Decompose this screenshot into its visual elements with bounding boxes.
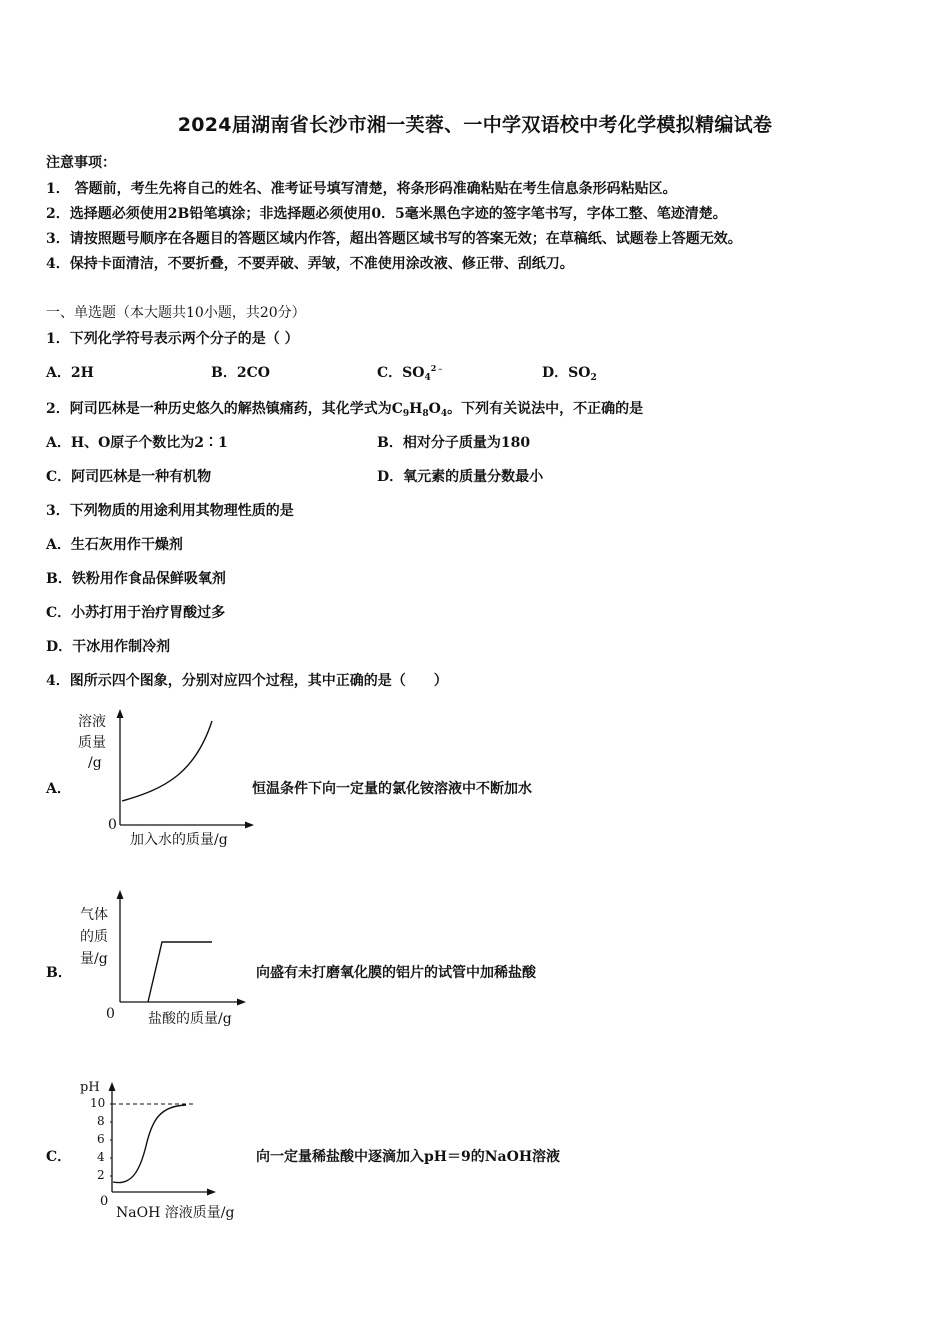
y-axis-arrow [117,890,124,899]
curve-increasing [122,721,212,801]
q3-option-b: B．铁粉用作食品保鲜吸氧剂 [46,571,226,587]
x-axis-arrow [207,1189,216,1196]
q3-option-a: A．生石灰用作干燥剂 [46,537,183,553]
q4-option-b-text: 向盛有未打磨氧化膜的铝片的试管中加稀盐酸 [256,965,536,981]
graph-b-origin: 0 [106,1006,115,1022]
q1-stem: 1．下列化学符号表示两个分子的是（ ） [46,331,299,347]
q4-graph-a [70,705,260,855]
gas-mass-line [148,942,212,1002]
q2-option-b: B．相对分子质量为180 [377,435,531,451]
graph-a-origin: 0 [108,817,117,833]
graph-b-xlabel: 盐酸的质量/g [148,1011,232,1027]
q2-option-d: D．氧元素的质量分数最小 [377,469,544,485]
q3-option-c: C．小苏打用于治疗胃酸过多 [46,605,226,621]
q1-option-d: D．$SO_2$ [542,365,597,383]
graph-c-ytick-label: 6 [97,1132,105,1146]
notice-item: 4．保持卡面清洁，不要折叠，不要弄破、弄皱，不准使用涂改液、修正带、刮纸刀。 [46,256,574,272]
q4-graph-c [70,1074,260,1226]
graph-c-origin: 0 [100,1194,109,1209]
notice-item: 3．请按照题号顺序在各题目的答题区域内作答，超出答题区域书写的答案无效；在草稿纸、试题卷上答题无效。 [46,231,742,247]
graph-c-ytick-label: 8 [97,1114,105,1128]
q4-option-a-letter: A． [46,781,71,797]
q4-option-c-letter: C． [46,1149,72,1165]
ph-curve [113,1105,186,1183]
q4-stem: 4．图所示四个图象，分别对应四个过程，其中正确的是（ ） [46,673,448,689]
q4-option-a-text: 恒温条件下向一定量的氯化铵溶液中不断加水 [252,781,532,797]
q2-option-c: C．阿司匹林是一种有机物 [46,469,212,485]
graph-b-ylabel-1: 气体 [80,907,108,923]
q1-option-c: C．$SO_4^{2﹣}$ [377,363,445,383]
x-axis-arrow [245,822,254,829]
graph-c-ytick-label: 10 [90,1096,106,1110]
y-axis-arrow [117,709,124,718]
notice-item: 1． 答题前，考生先将自己的姓名、准考证号填写清楚，将条形码准确粘贴在考生信息条形码粘贴区。 [46,181,677,197]
q4-option-b-letter: B． [46,965,72,981]
q4-graph-b [70,886,260,1036]
y-axis-arrow [109,1082,116,1091]
notice-heading: 注意事项： [46,155,116,171]
graph-c-xlabel: NaOH 溶液质量/g [116,1205,235,1221]
page-title: 2024届湖南省长沙市湘一芙蓉、一中学双语校中考化学模拟精编试卷 [177,114,773,136]
graph-c-ylabel: pH [80,1080,100,1095]
graph-c-ytick-label: 2 [97,1168,105,1182]
graph-c-ytick-label: 4 [97,1150,105,1164]
x-axis-arrow [237,999,246,1006]
q2-option-a: A．H、O原子个数比为2∶1 [46,435,228,451]
notice-item: 2．选择题必须使用2B铅笔填涂；非选择题必须使用0．5毫米黑色字迹的签字笔书写，字体工整、笔迹清楚。 [46,206,727,222]
q2-stem: 2．阿司匹林是一种历史悠久的解热镇痛药，其化学式为$C_9H_8O_4$。下列有关说法中，不正确的是 [46,401,644,419]
graph-a-xlabel: 加入水的质量/g [130,832,228,848]
graph-a-ylabel-2: 质量 [78,735,106,751]
graph-a-ylabel-1: 溶液 [78,714,106,730]
q4-option-c-text: 向一定量稀盐酸中逐滴加入pH＝9的NaOH溶液 [256,1149,561,1165]
q1-option-b: B．2CO [211,365,270,381]
section-heading: 一、单选题（本大题共10小题，共20分） [46,305,306,321]
graph-a-ylabel-3: /g [88,755,102,771]
q3-stem: 3．下列物质的用途利用其物理性质的是 [46,503,294,519]
q1-option-a: A．2H [46,365,94,381]
q3-option-d: D．干冰用作制冷剂 [46,639,171,655]
graph-b-ylabel-2: 的质 [80,929,108,945]
graph-b-ylabel-3: 量/g [80,951,108,967]
